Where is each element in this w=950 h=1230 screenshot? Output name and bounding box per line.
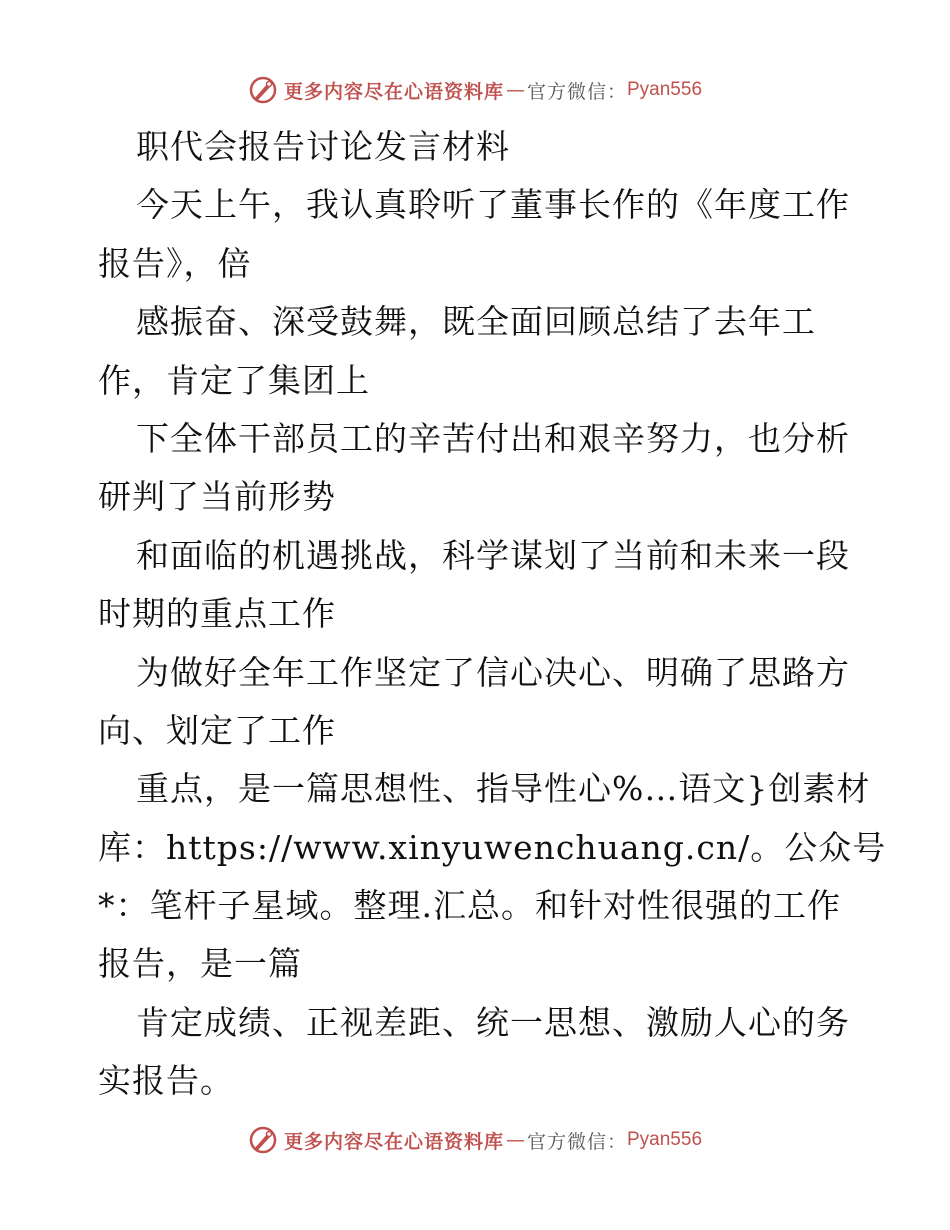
footer-separator: — (505, 1129, 525, 1151)
paragraph-line: 下全体干部员工的辛苦付出和艰辛努力，也分析 (136, 418, 850, 458)
footer-handle: Pyan556 (627, 1129, 703, 1150)
paragraph-line: 报告，是一篇 (98, 944, 302, 984)
paragraph-line: 肯定成绩、正视差距、统一思想、激励人心的务 (136, 1002, 850, 1042)
document-title: 职代会报告讨论发言材料 (136, 127, 510, 166)
header-handle: Pyan556 (627, 79, 703, 100)
paragraph-line: 作，肯定了集团上 (98, 360, 370, 400)
paragraph-line: 报告》，倍 (98, 243, 252, 283)
paragraph-line: 向、划定了工作 (98, 710, 336, 750)
header-banner (0, 70, 950, 110)
paragraph-line: 重点，是一篇思想性、指导性心%…语文}创素材 (136, 769, 871, 809)
paragraph-line: 研判了当前形势 (98, 477, 336, 517)
paragraph-line: 和面临的机遇挑战，科学谋划了当前和未来一段 (136, 535, 850, 575)
paragraph-line: 今天上午，我认真聆听了董事长作的《年度工作 (136, 185, 850, 225)
paragraph-line: 实报告。 (98, 1061, 234, 1101)
paragraph-line: 库：https://www.xinyuwenchuang.cn/。公众号 (98, 827, 887, 867)
paragraph-line: 为做好全年工作坚定了信心决心、明确了思路方 (136, 652, 850, 692)
paragraph-line: 时期的重点工作 (98, 594, 336, 634)
pen-logo-icon (248, 75, 278, 105)
document-body (98, 118, 887, 1111)
header-official-label: 官方微信： (526, 80, 627, 103)
header-separator: — (505, 79, 525, 101)
footer-official-label: 官方微信： (526, 1130, 627, 1153)
footer-brand: 更多内容尽在心语资料库 (283, 1130, 504, 1153)
paragraph-line: 感振奋、深受鼓舞，既全面回顾总结了去年工 (136, 302, 816, 342)
footer-banner (0, 1120, 950, 1160)
paragraph-line: *：笔杆子星域。整理.汇总。和针对性很强的工作 (98, 886, 841, 926)
header-brand: 更多内容尽在心语资料库 (283, 80, 504, 103)
pen-logo-icon (248, 1125, 278, 1155)
